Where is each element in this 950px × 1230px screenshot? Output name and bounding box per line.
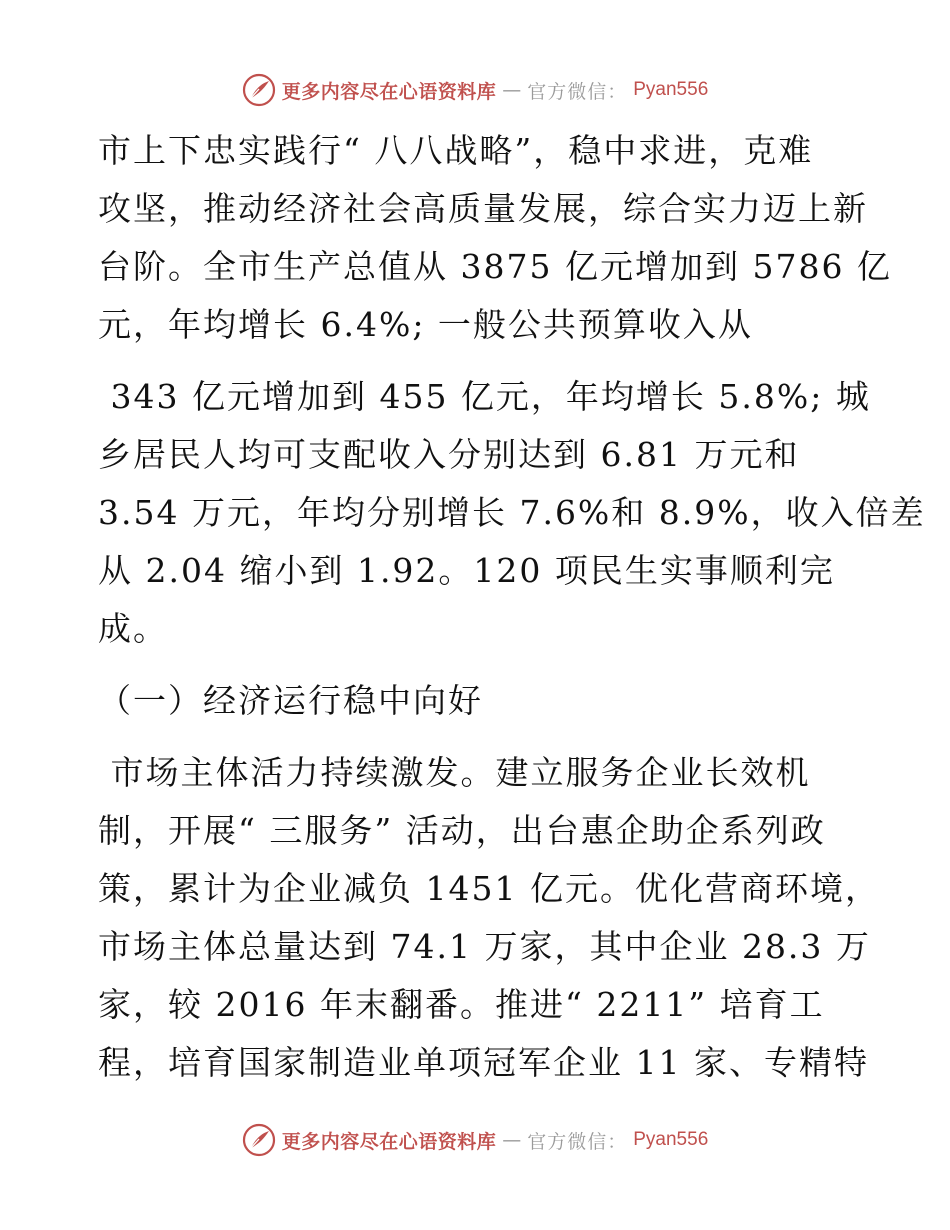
text-line: 3.54 万元，年均分别增长 7.6%和 8.9%，收入倍差	[98, 493, 926, 532]
watermark-sub-text: 官方微信：	[527, 1130, 628, 1153]
text-line: 程，培育国家制造业单项冠军企业 11 家、专精特	[98, 1043, 869, 1082]
text-line: 市上下忠实践行“ 八八战略”，稳中求进，克难	[98, 131, 814, 170]
footer-watermark	[0, 1122, 950, 1158]
watermark-separator: —	[502, 79, 522, 101]
text-line: 台阶。全市生产总值从 3875 亿元增加到 5786 亿	[98, 247, 892, 286]
watermark-main-text: 更多内容尽在心语资料库	[281, 1130, 497, 1153]
watermark-wechat-id: Pyan556	[633, 1129, 709, 1150]
document-body	[98, 122, 926, 1092]
watermark-wechat-id: Pyan556	[633, 79, 709, 100]
watermark-sub-text: 官方微信：	[527, 80, 628, 103]
paragraph-market	[98, 744, 888, 1092]
text-line: 市场主体总量达到 74.1 万家，其中企业 28.3 万	[98, 927, 871, 966]
paragraph-intro	[98, 122, 892, 354]
quill-logo-icon	[242, 1123, 276, 1157]
text-line: 制，开展“ 三服务” 活动，出台惠企助企系列政	[98, 811, 826, 850]
text-line: 攻坚，推动经济社会高质量发展，综合实力迈上新	[98, 189, 868, 228]
header-watermark	[0, 72, 950, 108]
text-line: 从 2.04 缩小到 1.92。120 项民生实事顺利完	[98, 551, 835, 590]
text-line: 元，年均增长 6.4%; 一般公共预算收入从	[98, 305, 753, 344]
watermark-separator: —	[502, 1129, 522, 1151]
text-line: 343 亿元增加到 455 亿元，年均增长 5.8%; 城	[98, 377, 871, 416]
section-title: （一）经济运行稳中向好	[98, 681, 483, 720]
text-line: 市场主体活力持续激发。建立服务企业长效机	[98, 753, 811, 792]
text-line: 策，累计为企业减负 1451 亿元。优化营商环境，	[98, 869, 880, 908]
paragraph-income	[98, 368, 926, 658]
watermark-main-text: 更多内容尽在心语资料库	[281, 80, 497, 103]
text-line: 成。	[98, 609, 168, 648]
quill-logo-icon	[242, 73, 276, 107]
text-line: 家，较 2016 年末翻番。推进“ 2211” 培育工	[98, 985, 825, 1024]
text-line: 乡居民人均可支配收入分别达到 6.81 万元和	[98, 435, 800, 474]
section-heading	[98, 672, 888, 730]
